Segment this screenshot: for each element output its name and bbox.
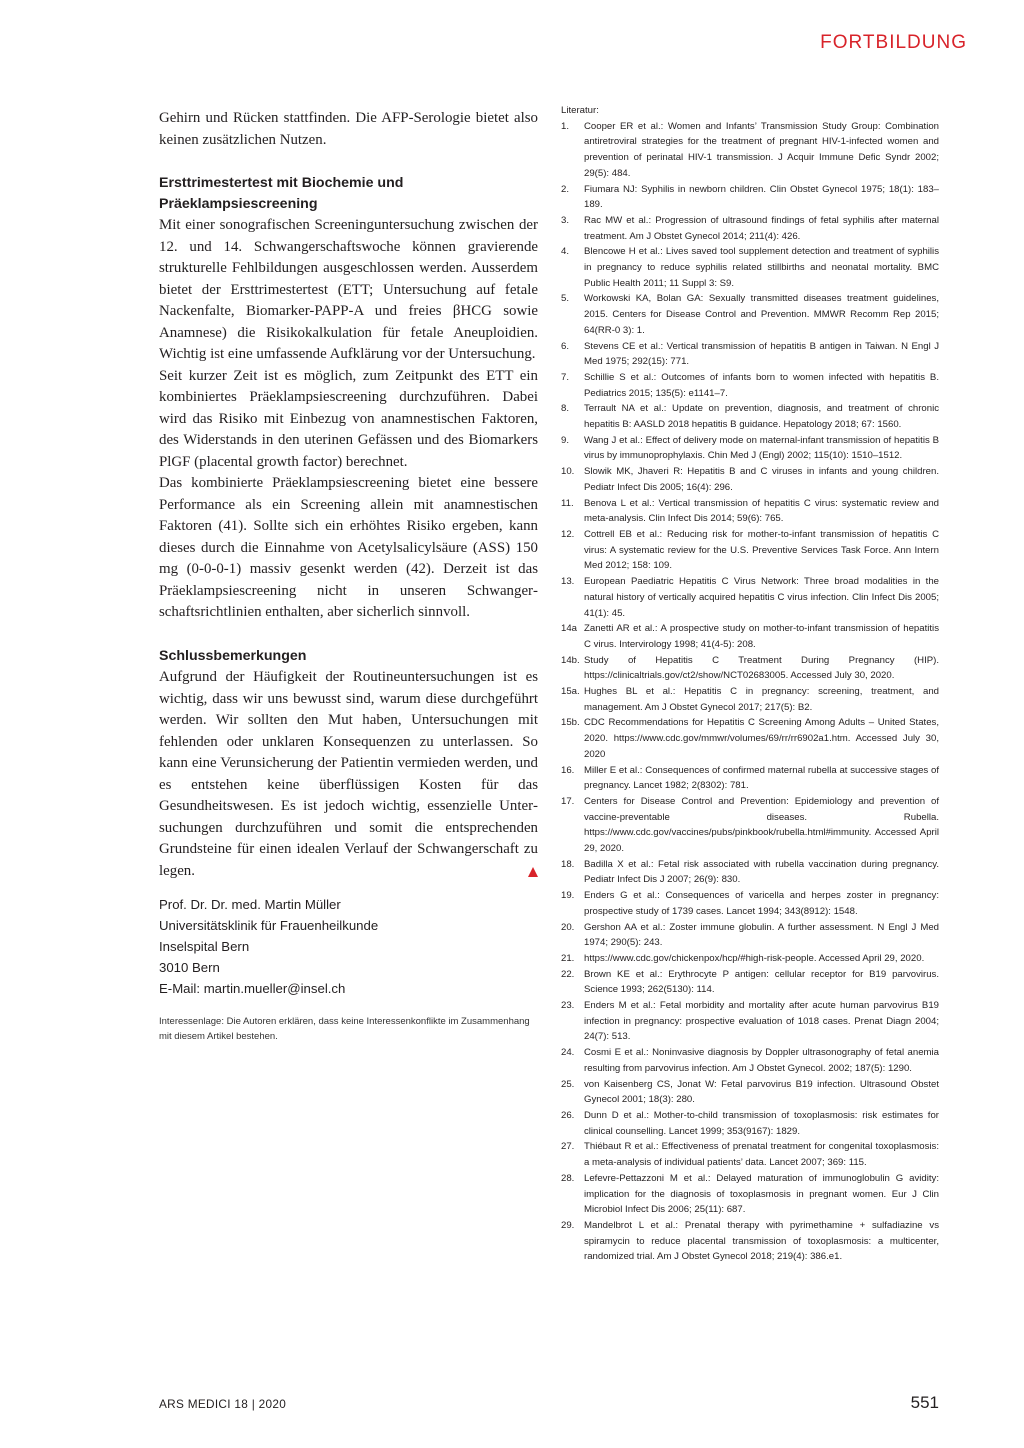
reference-item <box>561 401 939 432</box>
reference-number: 4. <box>561 246 570 258</box>
reference-number: 11. <box>561 497 574 509</box>
reference-number: 3. <box>561 214 570 226</box>
section-heading-schlussbemerkungen: Schlussbemerkungen <box>159 647 307 664</box>
reference-number: 13. <box>561 576 575 588</box>
reference-number: 27. <box>561 1141 575 1153</box>
reference-item <box>561 496 939 527</box>
reference-number: 9. <box>561 434 570 446</box>
reference-number: 16. <box>561 764 575 776</box>
reference-number: 6. <box>561 340 570 352</box>
article-body <box>159 108 538 882</box>
reference-text: European Paediatric Hepatitis C Virus Network: Three broad modalities in the natural history of vertically acquired hepatitis C virus infection. Clin Infect Dis 2005; 41(1): 45. <box>584 576 939 619</box>
reference-item <box>561 763 939 794</box>
reference-number: 18. <box>561 858 575 870</box>
reference-text: Zanetti AR et al.: A prospective study on mother-to-infant transmission of hepatitis C virus. Intervirology 1998; 41(4-5): 208. <box>584 623 939 650</box>
reference-number: 24. <box>561 1047 575 1059</box>
reference-number: 5. <box>561 293 570 305</box>
section2-paragraph <box>159 667 538 882</box>
reference-text: Fiumara NJ: Syphilis in newborn children. Clin Obstet Gynecol 1975; 18(1): 183–189. <box>584 183 939 211</box>
reference-text: Mandelbrot L et al.: Prenatal therapy with pyrimethamine + sulfadiazine vs spiramycin to reduce placental transmission of toxoplasmosis: a multicenter, randomized trial. Am J Obstet Gynecol 2018; 219(4): 386.e1. <box>584 1219 939 1263</box>
section-heading-ersttrimestertest: Ersttrimestertest mit Biochemie und Präeklampsiescreening <box>159 175 404 212</box>
reference-text: Workowski KA, Bolan GA: Sexually transmitted diseases treatment guidelines, 2015. Centers for Disease Control and Prevention. MMWR Recomm Rep 2015; 64(RR-0 3): 1. <box>584 293 939 336</box>
reference-text: Terrault NA et al.: Update on prevention, diagnosis, and treatment of chronic hepatitis B: AASLD 2018 hepatitis B guidance. Hepatology 2018; 67: 1560. <box>584 403 939 431</box>
references-list <box>561 119 939 1265</box>
reference-number: 20. <box>561 921 575 933</box>
red-triangle-icon <box>528 867 538 877</box>
reference-item <box>561 715 939 762</box>
reference-item <box>561 1077 939 1108</box>
reference-item <box>561 574 939 621</box>
section1-paragraph-1: Mit einer sonografischen Screeninguntersuchung zwischen der 12. und 14. Schwangerschaftswoche können gravierende strukturelle Fehlbildungen ausgeschlossen werden. Ausserdem bietet der Ersttrimestertest (ETT; Untersuchung auf fetale Nackenfalte, Biomarker-PAPP-A und freies βHCG sowie Anamnese) die Risikokalkulation für fetale Aneuploidien. Wichtig ist eine umfassende Aufklärung vor der Untersuchung. <box>159 217 538 362</box>
reference-item <box>561 1045 939 1076</box>
author-institution: Universitätsklinik für Frauenheilkunde <box>159 918 379 933</box>
reference-text: Hughes BL et al.: Hepatitis C in pregnancy: screening, treatment, and management. Am J Obstet Gynecol 2017; 217(5): B2. <box>584 686 939 713</box>
reference-item <box>561 794 939 857</box>
reference-item <box>561 370 939 401</box>
reference-item <box>561 119 939 182</box>
author-contact <box>159 894 539 999</box>
reference-item <box>561 527 939 574</box>
reference-item <box>561 1139 939 1170</box>
reference-text: von Kaisenberg CS, Jonat W: Fetal parvovirus B19 infection. Ultrasound Obstet Gynecol 2001; 18(3): 280. <box>584 1078 939 1106</box>
reference-number: 8. <box>561 403 570 415</box>
author-email[interactable]: E-Mail: martin.mueller@insel.ch <box>159 981 346 996</box>
reference-text: Enders G et al.: Consequences of varicella and herpes zoster in pregnancy: prospective study of 1739 cases. Lancet 1994; 343(8912): 1548. <box>584 890 939 917</box>
reference-item <box>561 653 939 684</box>
reference-item <box>561 888 939 919</box>
author-city: 3010 Bern <box>159 960 220 975</box>
author-name: Prof. Dr. Dr. med. Martin Müller <box>159 897 341 912</box>
reference-number: 7. <box>561 371 570 383</box>
reference-text: Benova L et al.: Vertical transmission of hepatitis C virus: systematic review and meta-analysis. Clin Infect Dis 2014; 59(6): 765. <box>584 497 939 525</box>
reference-number: 15a. <box>561 686 580 698</box>
reference-number: 12. <box>561 528 575 540</box>
reference-number: 15b. <box>561 717 580 729</box>
references-section <box>561 103 939 1265</box>
reference-item <box>561 684 939 715</box>
reference-item <box>561 998 939 1045</box>
intro-paragraph: Gehirn und Rücken stattfinden. Die AFP-Serologie bietet also keinen zusätzlichen Nutzen. <box>159 110 538 148</box>
section-title: FORTBILDUNG <box>820 32 967 53</box>
reference-text: https://www.cdc.gov/chickenpox/hcp/#high-risk-people. Accessed April 29, 2020. <box>584 952 925 964</box>
section2-paragraph-text: Aufgrund der Häufigkeit der Routineuntersuchungen ist es wichtig, dass wir uns bewusst sind, warum diese durchgeführt werden. Wir sollten den Mut haben, Untersuchungen mit fehlenden oder unklaren Konsequenzen zu unterlassen. So kann eine Verunsicherung der Patientin vermieden werden, und es entstehen keine überflüssigen Kosten für das Gesundheitswesen. Es ist jedoch wichtig, essenzielle Untersuchungen durchzuführen und somit die entsprechenden Grundsteine für einen idealen Verlauf der Schwangerschaft zu legen. <box>159 669 538 879</box>
journal-issue: ARS MEDICI 18 | 2020 <box>159 1397 287 1411</box>
reference-text: Miller E et al.: Consequences of confirmed maternal rubella at successive stages of pregnancy. Lancet 1982; 2(8302): 781. <box>584 764 939 792</box>
reference-number: 14a <box>561 623 578 635</box>
reference-text: Centers for Disease Control and Prevention: Epidemiology and prevention of vaccine-preventable diseases. Rubella. https://www.cdc.gov/vaccines/pubs/pinkbook/rubella.html#immunity. Accessed April 29, 2020. <box>584 795 939 855</box>
reference-text: Study of Hepatitis C Treatment During Pregnancy (HIP). https://clinicaltrials.gov/ct2/show/NCT02683005. Accessed July 30, 2020. <box>584 654 939 682</box>
conflict-of-interest-note: Interessenlage: Die Autoren erklären, dass keine Interessenkonflikte im Zusammenhang mit diesem Artikel bestehen. <box>159 1016 530 1042</box>
reference-text: Thiébaut R et al.: Effectiveness of prenatal treatment for congenital toxoplasmosis: a meta-analysis of individual patients’ data. Lancet 2007; 369: 115. <box>584 1141 939 1169</box>
reference-number: 21. <box>561 952 575 964</box>
section1-paragraph-2: Seit kurzer Zeit ist es möglich, zum Zeitpunkt des ETT ein kombiniertes Präeklampsiescreening durchzuführen. Dabei wird das Risiko mit Einbezug von anamnestischen Faktoren, des Widerstands in den uterinen Gefässen und des Biomarkers PlGF (placental growth factor) berechnet. <box>159 367 538 470</box>
reference-text: Schillie S et al.: Outcomes of infants born to women infected with hepatitis B. Pediatrics 2015; 135(5): e1141–7. <box>584 371 939 399</box>
reference-text: Cottrell EB et al.: Reducing risk for mother-to-infant transmission of hepatitis C virus: A systematic review for the U.S. Preventive Services Task Force. Ann Intern Med 2012; 158: 109. <box>584 528 939 572</box>
reference-text: Rac MW et al.: Progression of ultrasound findings of fetal syphilis after maternal treatment. Am J Obstet Gynecol 2014; 211(4): 426. <box>584 214 939 242</box>
reference-number: 29. <box>561 1219 575 1231</box>
reference-item <box>561 339 939 370</box>
reference-item <box>561 433 939 464</box>
reference-number: 2. <box>561 183 570 195</box>
reference-item <box>561 464 939 495</box>
reference-number: 23. <box>561 1000 575 1012</box>
reference-item <box>561 291 939 338</box>
reference-item <box>561 920 939 951</box>
page-number: 551 <box>910 1393 939 1412</box>
reference-item <box>561 1171 939 1218</box>
reference-item <box>561 1108 939 1139</box>
reference-number: 22. <box>561 968 575 980</box>
reference-number: 17. <box>561 795 575 807</box>
reference-item <box>561 1218 939 1265</box>
reference-text: Gershon AA et al.: Zoster immune globulin. A further assessment. N Engl J Med 1974; 290(5): 243. <box>584 921 939 949</box>
reference-item <box>561 244 939 291</box>
reference-text: Badilla X et al.: Fetal risk associated with rubella vaccination during pregnancy. Pediatr Infect Dis J 2007; 26(9): 830. <box>584 858 939 886</box>
reference-number: 14b. <box>561 654 580 666</box>
reference-number: 28. <box>561 1172 575 1184</box>
author-hospital: Inselspital Bern <box>159 939 250 954</box>
reference-number: 1. <box>561 120 570 132</box>
reference-number: 25. <box>561 1078 575 1090</box>
reference-item <box>561 967 939 998</box>
reference-text: Dunn D et al.: Mother-to-child transmission of toxoplasmosis: risk estimates for clinical counselling. Lancet 1999; 353(9167): 1829. <box>584 1110 939 1137</box>
reference-text: Cosmi E et al.: Noninvasive diagnosis by Doppler ultrasonography of fetal anemia resulting from parvovirus infection. Am J Obstet Gynecol. 2002; 187(5): 1290. <box>584 1047 939 1074</box>
reference-text: Enders M et al.: Fetal morbidity and mortality after acute human parvovirus B19 infection in pregnancy: prospective evaluation of 1018 cases. Prenat Diagn 2004; 24(7): 513. <box>584 1000 939 1043</box>
reference-text: Lefevre-Pettazzoni M et al.: Delayed maturation of immunoglobulin G avidity: implication for the diagnosis of toxoplasmosis in pregnant women. Eur J Clin Microbiol Infect Dis 2006; 25(11): 687. <box>584 1172 939 1216</box>
section1-paragraph-3: Das kombinierte Präeklampsiescreening bietet eine bessere Performance als ein Screening allein mit anamnestischen Faktoren (41). Sollte sich ein erhöhtes Risiko ergeben, kann dieses durch die Einnahme von Acetylsalicylsäure (ASS) 150 mg (0-0-0-1) massiv gesenkt werden (42). Derzeit ist das Präeklampsiescreening nicht in unseren Schwangerschaftsrichtlinien enthalten, aber sicherlich sinnvoll. <box>159 475 538 620</box>
reference-number: 10. <box>561 466 575 478</box>
reference-text: Blencowe H et al.: Lives saved tool supplement detection and treatment of syphilis in pregnancy to reduce syphilis related stillbirths and neonatal mortality. BMC Public Health 2011; 11 Suppl 3: S9. <box>584 246 939 289</box>
references-title: Literatur: <box>561 105 599 116</box>
reference-text: Stevens CE et al.: Vertical transmission of hepatitis B antigen in Taiwan. N Engl J Med 1975; 292(15): 771. <box>584 340 939 368</box>
reference-number: 26. <box>561 1110 575 1121</box>
reference-text: Wang J et al.: Effect of delivery mode on maternal-infant transmission of hepatitis B virus by immunoprophylaxis. Chin Med J (Engl) 2002; 115(10): 1510–1512. <box>584 434 939 462</box>
reference-number: 19. <box>561 890 575 902</box>
reference-text: Slowik MK, Jhaveri R: Hepatitis B and C viruses in infants and young children. Pediatr Infect Dis 2005; 16(4): 296. <box>584 466 939 493</box>
reference-item <box>561 621 939 652</box>
reference-item <box>561 951 939 967</box>
reference-text: CDC Recommendations for Hepatitis C Screening Among Adults – United States, 2020. https://www.cdc.gov/mmwr/volumes/69/rr/rr6902a1.htm. Accessed July 30, 2020 <box>584 717 939 760</box>
reference-text: Cooper ER et al.: Women and Infants’ Transmission Study Group: Combination antiretroviral strategies for the treatment of pregnant HIV-1-infected women and prevention of perinatal HIV-1 transmission. J Acquir Immune Defic Syndr 2002; 29(5): 484. <box>584 120 939 179</box>
reference-item <box>561 182 939 213</box>
reference-item <box>561 857 939 888</box>
reference-text: Brown KE et al.: Erythrocyte P antigen: cellular receptor for B19 parvovirus. Science 1993; 262(5130): 114. <box>584 968 939 996</box>
reference-item <box>561 213 939 244</box>
